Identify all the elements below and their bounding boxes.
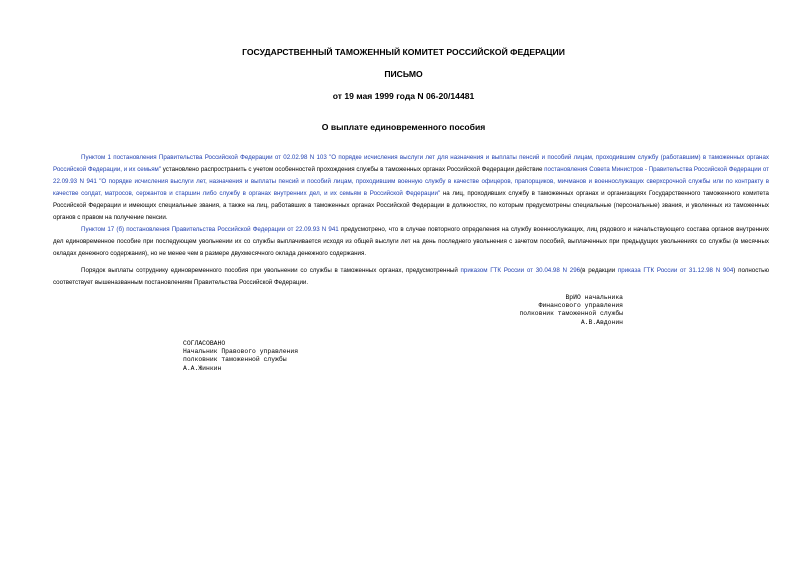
- paragraph-3-text-b: (в редакции: [580, 267, 618, 274]
- resolution-941-link[interactable]: постановления Совета Министров - Правительства Российской Федерации от 22.09.93 N 941 "О порядке исчисления выслуги лет, назначения и выплаты пенсий и пособий лицам, проходившим военную службу в качестве офицеров, прапорщиков, мичманов и военнослужащих сверхсрочной службы или по контракту в качестве солдат, матросов, сержантов и старшин либо службу в органах внутренних дел, и их семьям в Российской Федерации": [53, 165, 770, 197]
- signature-block: [519, 294, 623, 327]
- document-type: ПИСЬМО: [384, 69, 423, 79]
- paragraph-1: [53, 152, 769, 223]
- paragraph-3-text-c: ) полностью соответствует вышеназванным постановлениям Правительства Российской Федерации.: [53, 267, 770, 286]
- approval-line: полковник таможенной службы: [183, 356, 287, 364]
- document-date-number: от 19 мая 1999 года N 06-20/14481: [332, 91, 475, 101]
- approval-line: Начальник Правового управления: [183, 348, 299, 356]
- order-296-link[interactable]: приказом ГТК России от 30.04.98 N 296: [460, 267, 581, 274]
- resolution-103-link[interactable]: Пунктом 1 постановления Правительства Российской Федерации от 02.02.98 N 103 "О порядке исчисления выслуги лет для назначения и выплаты пенсий и пособий лицам, проходившим службу (работавшим) в таможенных органах Российской Федерации, и их семьям": [53, 154, 769, 173]
- paragraph-3-text-a: Порядок выплаты сотруднику единовременного пособия при увольнении со службы в таможенных органах, предусмотренный: [81, 267, 461, 274]
- paragraph-1-text-b: на лиц, проходивших службу в таможенных органах и организациях Государственного таможенного комитета Российской Федерации и имеющих специальные звания, а также на лиц, работавших в таможенных органах Российской Федерации в должностях, по которым предусмотрены специальные (персональные) звания, и уволенных из таможенных органов с правом на получение пенсии.: [53, 189, 769, 221]
- signature-line: А.В.Авдонин: [580, 318, 623, 326]
- approval-block: [183, 340, 298, 373]
- signature-line: полковник таможенной службы: [519, 310, 623, 318]
- approval-line: А.А.Жинкин: [183, 364, 222, 372]
- resolution-941-p17-link[interactable]: Пунктом 17 (б) постановления Правительства Российской Федерации от 22.09.93 N 941: [81, 226, 339, 233]
- signature-line: ВрИО начальника: [565, 294, 623, 301]
- paragraph-2: [53, 224, 769, 260]
- approval-line: СОГЛАСОВАНО: [183, 340, 226, 347]
- paragraph-1-text-a: установлено распространить с учетом особенностей прохождения службы в таможенных органах Российской Федерации действие: [161, 165, 545, 173]
- document-subject: О выплате единовременного пособия: [321, 122, 486, 132]
- signature-line: Финансового управления: [538, 302, 623, 310]
- paragraph-2-text: предусмотрено, что в случае повторного определения на службу военнослужащих, лиц рядового и начальствующего состава органов внутренних дел единовременное пособие при последующем увольнении их со службы выплачивается исходя из общей выслуги лет на день последнего увольнения с зачетом пособий, выплаченных при предыдущих увольнениях со службы (в месячных окладах денежного содержания), но не менее чем в размере двухмесячного оклада денежного содержания.: [53, 226, 770, 257]
- issuer-title: ГОСУДАРСТВЕННЫЙ ТАМОЖЕННЫЙ КОМИТЕТ РОССИЙСКОЙ ФЕДЕРАЦИИ: [242, 47, 565, 57]
- paragraph-3: [53, 265, 769, 289]
- order-904-link[interactable]: приказа ГТК России от 31.12.98 N 904: [617, 267, 734, 274]
